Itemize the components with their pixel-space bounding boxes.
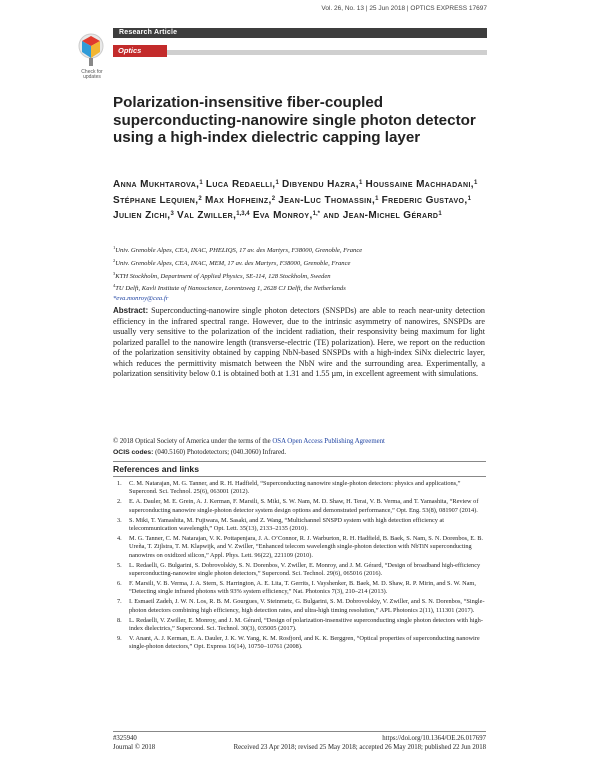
divider xyxy=(113,731,486,732)
affiliation: $^4$TU Delft, Kavli Institute of Nanoscience, Lorentzweg 1, 2628 CJ Delft, the Netherlands xyxy=(113,283,346,293)
reference-item: 2. E. A. Dauler, M. E. Grein, A. J. Kerman, F. Marsili, S. Miki, S. W. Nam, M. D. Shaw, H. Terai, V. B. Verma, and T. Yamashita, “Review of superconducting nanowire single-photon detector system design options and demonstrated performance,” Opt. Eng. 53(8), 081907 (2014). xyxy=(117,498,479,514)
journal-brand-label xyxy=(118,45,167,69)
author: Anna Mukhtarova,$^1$ xyxy=(113,179,203,190)
contact-email[interactable]: *eva.monroy@cea.fr xyxy=(113,295,169,303)
journal-header xyxy=(0,27,600,80)
journal-brand-name: Optics xyxy=(118,46,142,55)
ocis-text: (040.5160) Photodetectors; (040.3060) Infrared. xyxy=(155,449,287,456)
publication-dates: Received 23 Apr 2018; revised 25 May 2018; accepted 26 May 2018; published 22 Jun 2018 xyxy=(233,744,486,751)
author: Max Hofheinz,$^2$ xyxy=(204,194,276,206)
author: Houssaine Machhadani,$^1$ xyxy=(365,179,478,190)
crossmark-icon xyxy=(77,32,105,70)
crossmark-logo[interactable] xyxy=(77,32,105,70)
author: Frederic Gustavo,$^1$ xyxy=(381,194,471,206)
journal-brand-suffix: EXPRESS xyxy=(118,58,157,67)
article-type-label: Research Article xyxy=(119,29,178,36)
references-list xyxy=(113,480,485,653)
affiliations xyxy=(113,243,485,304)
author: and Jean-Michel Gérard$^1$ xyxy=(323,210,442,222)
article-type-bar xyxy=(113,28,487,38)
ocis-codes xyxy=(113,448,485,457)
author: Julien Zichi,$^3$ xyxy=(113,210,174,222)
author-list xyxy=(113,177,485,224)
abstract-text: Superconducting-nanowire single photon detectors (SNSPDs) are able to reach near-unity detection efficiency in the infrared spectral range. However, due to the intrinsic asymmetry of nanowires, SNSPDs are usually very sensitive to the polarization of the incident radiation, their responsivity being maximum for light polarized parallel to the nanowire length (transverse-electric (TE) polarization). Here, we report on the reduction of the polarization sensitivity obtained by capping NbN-based SNSPDs with a high-index SiNx dielectric layer, which reduces the permittivity mismatch between the NbN wire and the surrounding area. Experimentally, a polarization sensitivity below 0.1 is obtained both at 1.31 and 1.55 µm, in excellent agreement with simulations. xyxy=(113,306,485,379)
copyright-notice: © 2018 Optical Society of America under the terms of the OSA Open Access Publishing Agreement xyxy=(113,438,385,445)
reference-item: 4. M. G. Tanner, C. M. Natarajan, V. K. Pottapenjara, J. A. O’Connor, R. J. Warburton, R. H. Hadfield, B. Baek, S. Nam, S. N. Dorenbos, E. B. Ureña, T. Zijlstra, T. M. Klapwijk, and V. Zwiller, “Enhanced telecom wavelength single-photon detection with NbTiN superconducting nanowires on oxidized silicon,” Appl. Phys. Lett. 96(22), 221109 (2010). xyxy=(117,534,483,559)
journal-copyright: Journal © 2018 xyxy=(113,744,156,751)
reference-item: 1. C. M. Natarajan, M. G. Tanner, and R. H. Hadfield, “Superconducting nanowire single-photon detectors: physics and applications,” Supercond. Sci. Technol. 25(6), 063001 (2012). xyxy=(117,480,461,496)
reference-item: 3. S. Miki, T. Yamashita, M. Fujiwara, M. Sasaki, and Z. Wang, “Multichannel SNSPD system with high detection efficiency at telecommunication wavelength,” Opt. Lett. 35(13), 2133–2135 (2010). xyxy=(117,516,445,533)
affiliation: $^3$KTH Stockholm, Department of Applied Physics, SE-114, 128 Stockholm, Sweden xyxy=(113,270,331,280)
divider xyxy=(113,461,486,462)
reference-item: 8. L. Redaelli, V. Zwiller, E. Monroy, and J. M. Gérard, “Design of polarization-insensitive superconducting single photon detectors with high-index dielectrics,” Supercond. Sci. Technol. 30(3), 035005 (2017). xyxy=(117,616,483,632)
reference-item: 6. F. Marsili, V. B. Verma, J. A. Stern, S. Harrington, A. E. Lita, T. Gerrits, I. Vayshenker, B. Baek, M. D. Shaw, R. P. Mirin, and S. W. Nam, “Detecting single infrared photons with 93% system efficiency,” Nat. Photonics 7(3), 210–214 (2013). xyxy=(117,579,476,596)
article-id: #325940 xyxy=(113,735,137,742)
citation-line: Vol. 26, No. 13 | 25 Jun 2018 | OPTICS EXPRESS 17697 xyxy=(321,5,487,12)
references-heading: References and links xyxy=(113,464,199,474)
author: Jean-Luc Thomassin,$^1$ xyxy=(278,194,379,206)
open-access-link[interactable]: OSA Open Access Publishing Agreement xyxy=(272,438,385,445)
journal-brand-bar xyxy=(113,45,167,67)
author: Val Zwiller,$^{1,3,4}$ xyxy=(176,210,250,222)
paper-title: Polarization-insensitive fiber-coupled superconducting-nanowire single photon detector using a high-index dielectric capping layer xyxy=(113,94,476,147)
author: Stéphane Lequien,$^2$ xyxy=(113,194,202,206)
author: Eva Monroy,$^{1,*}$ xyxy=(252,210,320,222)
author: Dibyendu Hazra,$^1$ xyxy=(282,179,363,190)
abstract-label: Abstract: xyxy=(113,306,149,315)
doi-link[interactable]: https://doi.org/10.1364/OE.26.017697 xyxy=(382,735,486,742)
affiliation: $^2$Univ. Grenoble Alpes, CEA, INAC, MEM, 17 av. des Martyrs, F38000, Grenoble, France xyxy=(113,257,351,267)
divider xyxy=(113,476,486,477)
crossmark-label: Check for updates xyxy=(81,69,103,80)
affiliation: $^1$Univ. Grenoble Alpes, CEA, INAC, PHELIQS, 17 av. des Martyrs, F38000, Grenoble, France xyxy=(113,245,363,255)
reference-item: 5. L. Redaelli, G. Bulgarini, S. Dobrovolskiy, S. N. Dorenbos, V. Zwiller, E. Monroy, and J. M. Gérard, “Design of broadband high-efficiency superconducting-nanowire single photon detectors,” Supercond. Sci. Technol. 29(6), 065016 (2016). xyxy=(117,561,481,578)
author: Luca Redaelli,$^1$ xyxy=(205,179,279,190)
reference-item: 9. V. Anant, A. J. Kerman, E. A. Dauler, J. K. W. Yang, K. M. Rosfjord, and K. K. Berggren, “Optical properties of superconducting nanowire single-photon detectors,” Opt. Express 16(14), 10750–10761 (2008). xyxy=(117,634,480,651)
abstract xyxy=(113,306,485,380)
header-gray-strip xyxy=(167,50,487,55)
ocis-label: OCIS codes: xyxy=(113,449,154,456)
reference-item: 7. I. Esmaeil Zadeh, J. W. N. Los, R. B. M. Gourgues, V. Steinmetz, G. Bulgarini, S. M. Dobrovolskiy, V. Zwiller, and S. N. Dorenbos, “Single-photon detectors combining high efficiency, high detection rates, and ultra-high timing resolution,” APL Photonics 2(11), 111301 (2017). xyxy=(117,598,485,614)
